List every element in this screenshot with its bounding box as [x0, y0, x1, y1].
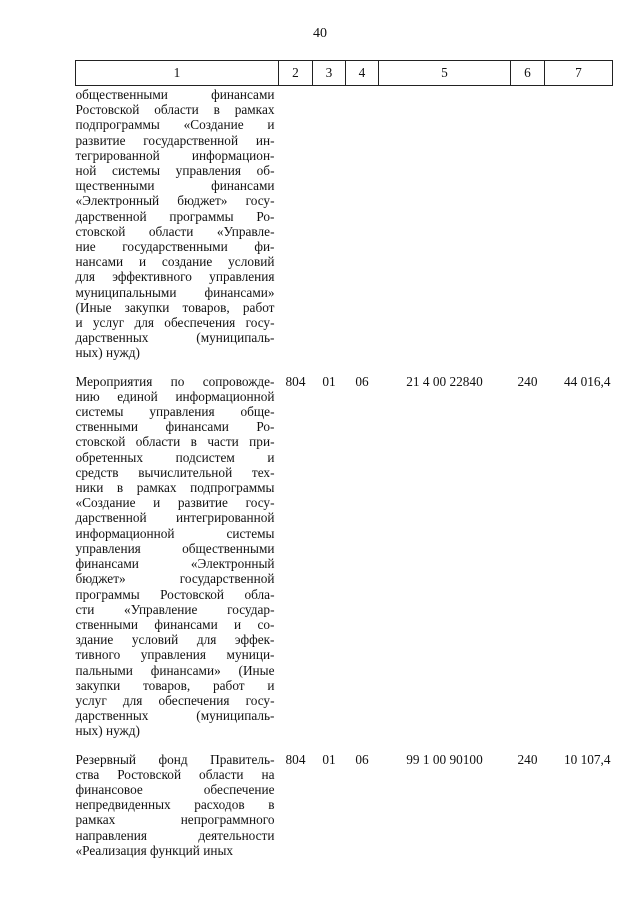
row-name-line: ной системы управления об-	[75, 163, 275, 179]
row-expense-type: 240	[517, 751, 538, 767]
row-name-line: общественными финансами	[75, 87, 275, 102]
row-name-line: закупки товаров, работ и	[75, 677, 275, 693]
row-name-line: развитие государственной ин-	[75, 132, 275, 148]
header-row	[76, 61, 613, 86]
row-name-line: нансами и создание условий	[75, 254, 275, 270]
row-name-line: и услуг для обеспечения госу-	[75, 315, 275, 331]
row-name-cell	[76, 373, 279, 751]
row-name-line: рамках непрограммного	[75, 812, 275, 828]
row-name-line: ных) нужд)	[75, 723, 140, 739]
row-name-line: подпрограммы «Создание и	[75, 117, 275, 133]
row-ministry-code: 804	[285, 373, 306, 389]
header-col-7: 7	[545, 61, 613, 86]
header-col-1: 1	[76, 61, 279, 86]
row-name-line: сти «Управление государ-	[75, 601, 275, 617]
row-name-line: управления общественными	[75, 540, 275, 556]
row-name-line: ственными финансами и со-	[75, 616, 275, 632]
row-name-line: средств вычислительной тех-	[75, 464, 275, 480]
row-amount: 10 107,4	[563, 751, 611, 767]
row-name-line: программы Ростовской обла-	[75, 586, 275, 602]
row-name-line: ние государственными фи-	[75, 239, 275, 255]
row-name-line: стовской области в части при-	[75, 434, 275, 450]
row-ministry-code: 804	[285, 751, 306, 767]
row-expense-type	[511, 86, 545, 373]
row-name-line: нию единой информационной	[75, 388, 275, 404]
row-name-line: ных) нужд)	[75, 345, 140, 361]
row-target-article: 99 1 00 90100	[406, 751, 483, 767]
header-col-3: 3	[313, 61, 346, 86]
header-col-6: 6	[511, 61, 545, 86]
row-name-line: услуг для обеспечения госу-	[75, 692, 275, 708]
row-name-line: стовской области «Управле-	[75, 223, 275, 239]
row-amount	[545, 86, 613, 373]
row-name-cell	[76, 751, 279, 870]
row-name-line: тивного управления муници-	[75, 647, 275, 663]
table-body	[76, 86, 613, 870]
row-name-line: щественными финансами	[75, 178, 275, 194]
row-name-line: (Иные закупки товаров, работ	[75, 299, 275, 315]
row-name-line: ственными финансами Ро-	[75, 419, 275, 435]
row-name-line: финансовое обеспечение	[75, 781, 275, 797]
row-name-line: Резервный фонд Правитель-	[75, 751, 275, 767]
row-name-line: ства Ростовской области на	[75, 766, 275, 782]
row-expense-type: 240	[517, 373, 538, 389]
row-ministry-code	[279, 86, 313, 373]
table-row	[76, 373, 613, 751]
row-name-line: «Создание и развитие госу-	[75, 495, 275, 511]
budget-table	[75, 60, 613, 870]
row-subsection-code: 06	[355, 373, 369, 389]
row-name-line: для эффективного управления	[75, 269, 275, 285]
page-number: 40	[313, 26, 327, 41]
row-name-line: ники в рамках подпрограммы	[75, 480, 275, 496]
table-row	[76, 86, 613, 373]
row-name-line: финансами «Электронный	[75, 556, 275, 572]
row-name-line: дарственных (муниципаль-	[75, 708, 275, 724]
row-amount: 44 016,4	[563, 373, 611, 389]
header-col-4: 4	[346, 61, 379, 86]
row-subsection-code	[346, 86, 379, 373]
row-name-line: Мероприятия по сопровожде-	[75, 373, 275, 389]
header-col-2: 2	[279, 61, 313, 86]
row-name-line: обретенных подсистем и	[75, 449, 275, 465]
row-name-line: муниципальными финансами»	[75, 284, 275, 300]
row-target-article	[379, 86, 511, 373]
row-name-line: системы управления обще-	[75, 404, 275, 420]
table-row	[76, 751, 613, 870]
row-target-article: 21 4 00 22840	[406, 373, 483, 389]
row-name-line: бюджет» государственной	[75, 571, 275, 587]
row-name-line: тегрированной информацион-	[75, 147, 275, 163]
row-subsection-code: 06	[355, 751, 369, 767]
row-name-line: направления деятельности	[75, 827, 275, 843]
row-section-code: 01	[322, 751, 336, 767]
row-name-line: Ростовской области в рамках	[75, 102, 275, 118]
row-name-line: «Электронный бюджет» госу-	[75, 193, 275, 209]
row-name-cell	[76, 86, 279, 373]
row-name-line: непредвиденных расходов в	[75, 797, 275, 813]
row-name-line: пальными финансами» (Иные	[75, 662, 275, 678]
row-section-code: 01	[322, 373, 336, 389]
row-name-line: информационной системы	[75, 525, 275, 541]
header-col-5: 5	[379, 61, 511, 86]
row-name-line: здание условий для эффек-	[75, 632, 275, 648]
row-name-line: «Реализация функций иных	[75, 842, 234, 858]
row-name-line: дарственных (муниципаль-	[75, 330, 275, 346]
row-section-code	[313, 86, 346, 373]
table-header	[76, 61, 613, 86]
row-name-line: дарственной интегрированной	[75, 510, 275, 526]
row-name-line: дарственной программы Ро-	[75, 208, 275, 224]
